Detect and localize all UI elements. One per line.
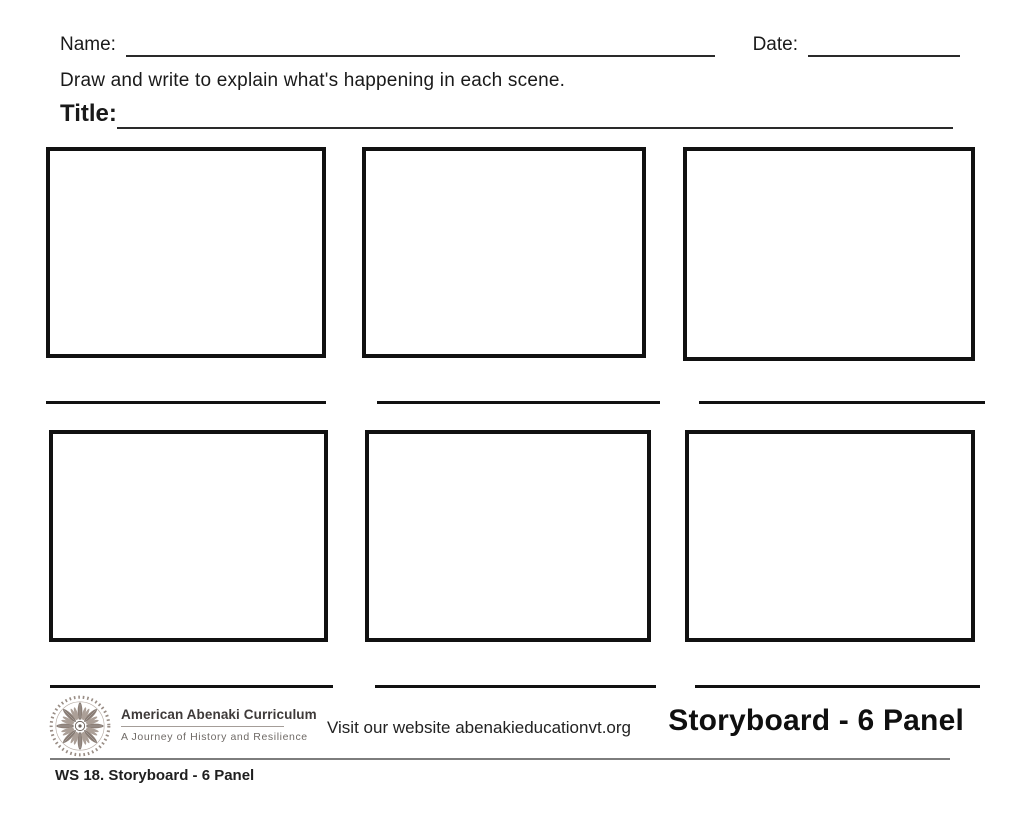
storyboard-panel-3[interactable]: [683, 147, 975, 361]
worksheet-title: Storyboard - 6 Panel: [668, 704, 964, 737]
caption-line-3[interactable]: [699, 401, 985, 404]
storyboard-panel-2[interactable]: [362, 147, 646, 358]
title-row: [60, 99, 953, 129]
name-date-row: [60, 33, 960, 57]
storyboard-panel-4[interactable]: [49, 430, 328, 642]
caption-line-5[interactable]: [375, 685, 656, 688]
worksheet-id: WS 18. Storyboard - 6 Panel: [55, 767, 255, 784]
website-text: Visit our website abenakieducationvt.org: [327, 718, 631, 737]
date-input-line[interactable]: [808, 33, 960, 57]
name-input-line[interactable]: [126, 33, 715, 57]
abenaki-quillwork-logo-icon: [49, 695, 111, 757]
caption-line-4[interactable]: [50, 685, 333, 688]
logo-divider: [121, 726, 284, 727]
footer-divider: [50, 758, 950, 760]
caption-line-1[interactable]: [46, 401, 326, 404]
name-label: Name:: [60, 34, 116, 56]
logo-org-name: American Abenaki Curriculum: [121, 707, 317, 722]
storyboard-panel-6[interactable]: [685, 430, 975, 642]
title-label: Title:: [60, 100, 117, 128]
storyboard-panel-5[interactable]: [365, 430, 651, 642]
instruction-text: Draw and write to explain what's happening in each scene.: [60, 70, 566, 91]
caption-line-2[interactable]: [377, 401, 660, 404]
caption-line-6[interactable]: [695, 685, 980, 688]
title-input-line[interactable]: [117, 99, 953, 129]
storyboard-panel-1[interactable]: [46, 147, 326, 358]
logo-tagline: A Journey of History and Resilience: [121, 731, 308, 743]
date-label: Date:: [752, 34, 798, 56]
logo-text-block: [121, 707, 321, 743]
